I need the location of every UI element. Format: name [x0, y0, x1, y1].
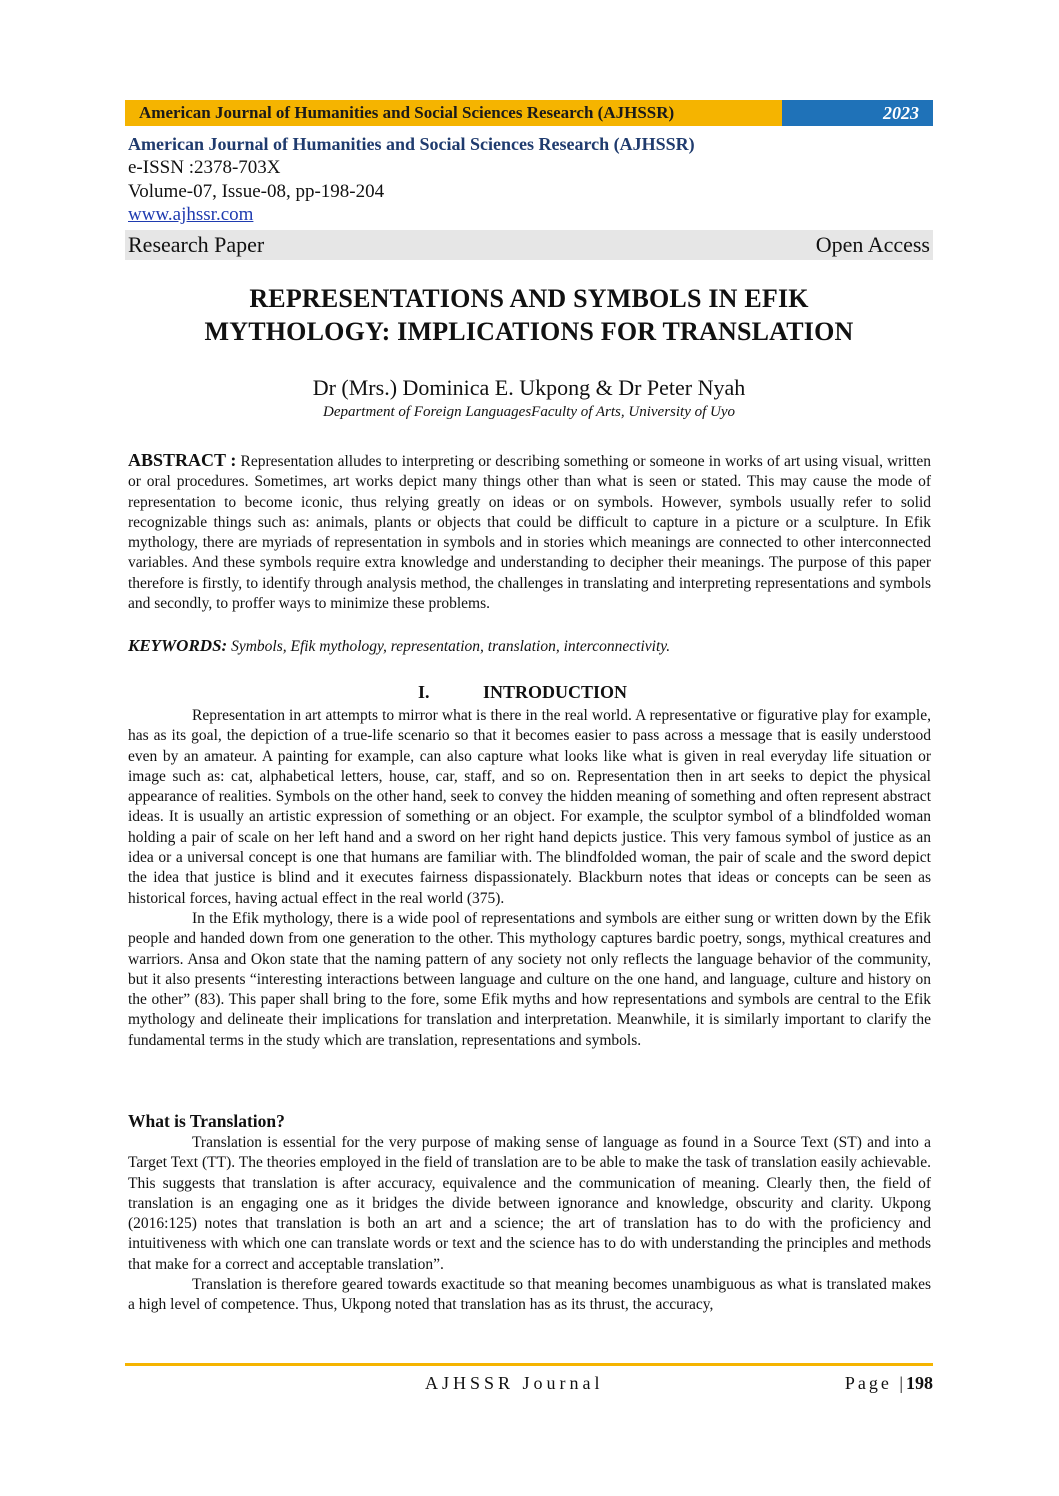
translation-body [128, 1133, 931, 1316]
journal-website-link[interactable]: www.ajhssr.com [128, 204, 254, 225]
translation-paragraph-2: Translation is therefore geared towards exactitude so that meaning becomes unambiguous as what is translated makes a high level of competence. Thus, Ukpong noted that translation has as its thrust, the accuracy, [128, 1276, 931, 1314]
header-year: 2023 [782, 100, 933, 126]
subsection-heading: What is Translation? [128, 1111, 285, 1131]
section-title: INTRODUCTION [483, 682, 628, 702]
access-type: Open Access [815, 232, 930, 257]
keywords [128, 636, 931, 657]
abstract [128, 450, 931, 614]
footer-divider [125, 1363, 933, 1366]
intro-paragraph-1: Representation in art attempts to mirror what is there in the real world. A representative or figurative play for example, has as its goal, the depiction of a true-life scenario so that it becomes easier to pass across a message that is easily understood even by an amateur. A painting for example, can also capture what looks like what is given in real everyday life situation or image such as: cat, alphabetical letters, house, car, staff, and so on. Representation then in art seeks to depict the physical appearance of realities. Symbols on the other hand, seek to convey the hidden meaning of something and often represent abstract ideas. It is usually an artistic expression of something or an object. For example, the sculptor symbol of a blindfolded woman holding a pair of scale on her left hand and a sword on her right hand depicts justice. This very famous symbol of justice as an idea or a universal concept is one that humans are familiar with. The blindfolded woman, the pair of scale and the sword depict the idea that justice is blind and it executes fairness dispassionately. Blackburn notes that ideas or concepts can be seen as historical forces, having actual effect in the real world (375). [128, 707, 931, 907]
keywords-label: KEYWORDS: [128, 636, 228, 655]
paper-type: Research Paper [128, 232, 265, 257]
authors: Dr (Mrs.) Dominica E. Ukpong & Dr Peter Nyah [312, 375, 746, 400]
paper-title [125, 282, 933, 348]
paper-type-row [125, 230, 933, 260]
issn: e-ISSN :2378-703X [128, 157, 281, 178]
section-number: I. [418, 682, 430, 702]
abstract-label: ABSTRACT : [128, 450, 237, 470]
intro-paragraph-2: In the Efik mythology, there is a wide pool of representations and symbols are either sung or written down by the Efik people and handed down from one generation to the other. This mythology captures bardic poetry, songs, mythical creatures and warriors. Ansa and Okon state that the naming pattern of any society not only reflects the language behavior of the community, but it also presents “interesting interactions between language and culture on the one hand, and language, culture and history on the other” (83). This paper shall bring to the fore, some Efik myths and how representations and symbols are central to the Efik mythology and delineate their implications for translation and interpretation. Meanwhile, it is similarly important to clarify the fundamental terms in the study which are translation, representations and symbols. [128, 909, 931, 1049]
introduction-body [128, 706, 931, 1051]
volume-issue: Volume-07, Issue-08, pp-198-204 [128, 181, 385, 202]
affiliation: Department of Foreign LanguagesFaculty of Arts, University of Uyo [322, 404, 736, 420]
footer-journal: AJHSSR Journal [425, 1373, 604, 1393]
abstract-text: Representation alludes to interpreting or describing something or someone in works of art using visual, written or oral procedures. Sometimes, art works depict many things other than what is seen or stated. This may cause the mode of representation to become iconic, thus relying greatly on ideas or on symbols. However, symbols usually refer to solid recognizable things such as: animals, plants or objects that could be difficult to capture in a picture or a sculpture. In Efik mythology, there are myriads of representation in symbols and in stories which meanings are connected to other interconnected variables. And these symbols require extra knowledge and understanding to decipher their meanings. The purpose of this paper therefore is firstly, to identify through analysis method, the challenges in translating and interpreting representations and symbols and secondly, to proffer ways to minimize these problems. [128, 453, 932, 613]
header-journal-name: American Journal of Humanities and Social Sciences Research (AJHSSR) [125, 100, 782, 126]
journal-header-band [125, 100, 933, 126]
section-heading [128, 682, 931, 704]
publication-meta [128, 132, 933, 226]
footer-page [845, 1373, 933, 1394]
translation-paragraph-1: Translation is essential for the very purpose of making sense of language as found in a Source Text (ST) and into a Target Text (TT). The theories employed in the field of translation are to be able to make the task of translation easily achievable. This suggests that translation is after accuracy, equivalence and the communication of meaning. Clearly then, the field of translation is an engaging one as it bridges the divide between ignorance and knowledge, obscurity and clarity. Ukpong (2016:125) notes that translation is both an art and a science; the art of translation has to do with the proficiency and intuitiveness with which one can translate words or text and the science has to do with understanding the principles and methods that make for a correct and acceptable translation”. [128, 1134, 931, 1273]
page-footer [125, 1373, 933, 1397]
title-line-1: REPRESENTATIONS AND SYMBOLS IN EFIK [249, 284, 809, 313]
page-number: 198 [906, 1373, 933, 1393]
keywords-text: Symbols, Efik mythology, representation, translation, interconnectivity. [231, 638, 671, 655]
title-line-2: MYTHOLOGY: IMPLICATIONS FOR TRANSLATION [204, 317, 854, 346]
journal-name: American Journal of Humanities and Social Sciences Research (AJHSSR) [128, 134, 695, 154]
page-label: Page | [844, 1373, 906, 1393]
